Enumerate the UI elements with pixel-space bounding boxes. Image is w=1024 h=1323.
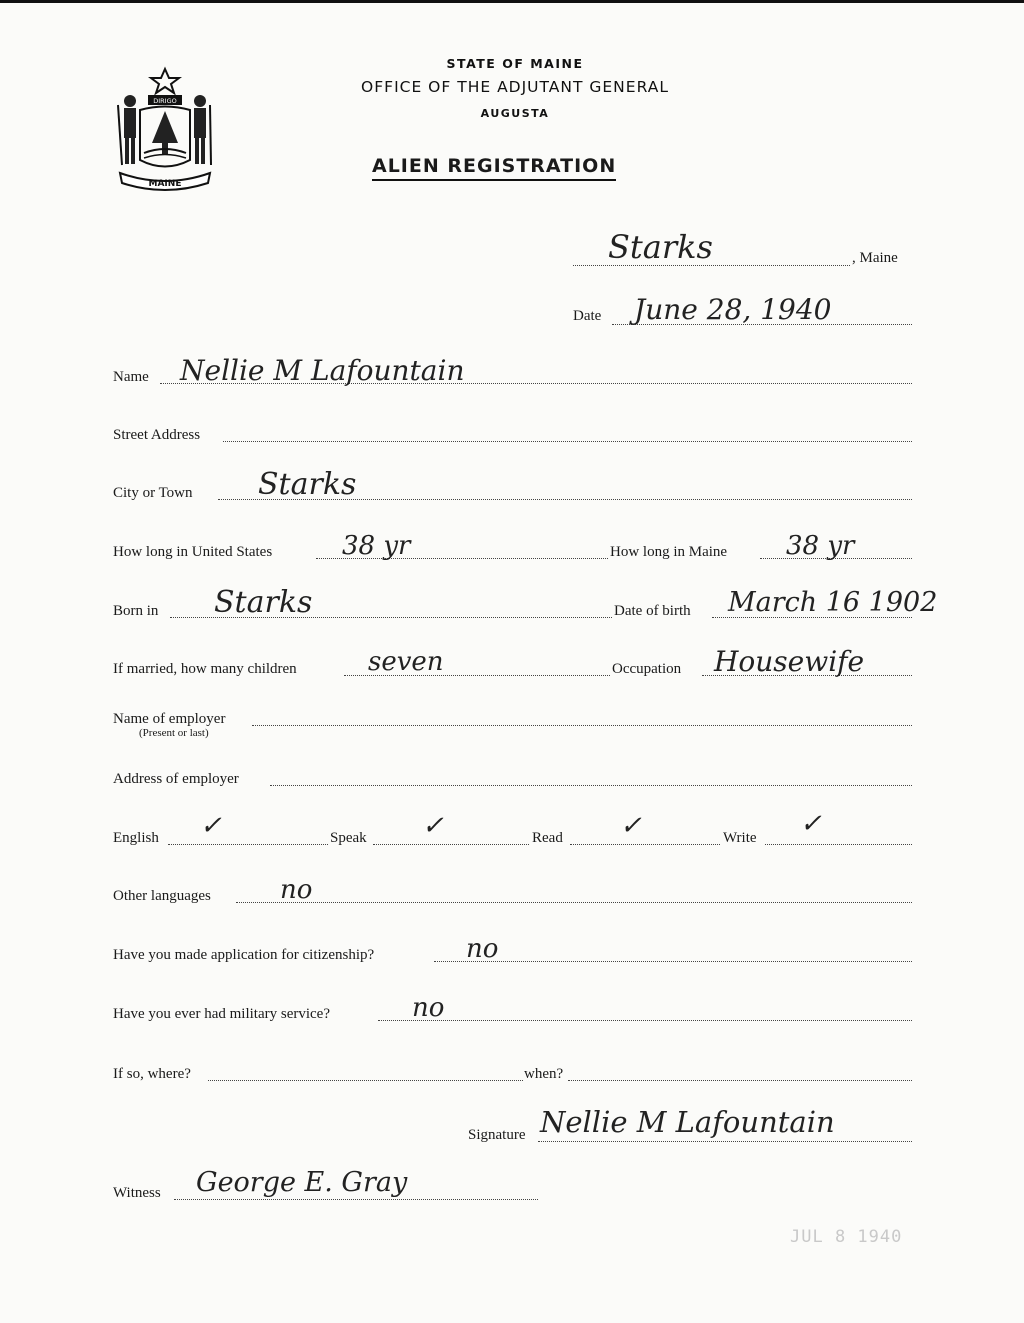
english-check: ✓ <box>200 811 222 841</box>
employer-sublabel: (Present or last) <box>139 727 209 739</box>
seal-scroll-text: MAINE <box>148 179 182 189</box>
witness-line <box>174 1199 538 1200</box>
signature-label: Signature <box>468 1127 526 1143</box>
employer-address-label: Address of employer <box>113 771 239 787</box>
name-value: Nellie M Lafountain <box>180 354 465 387</box>
how-long-us-label: How long in United States <box>113 544 273 560</box>
military-line <box>378 1020 912 1021</box>
citizenship-value: no <box>466 934 499 964</box>
when-label: when? <box>524 1066 564 1082</box>
citizenship-line <box>434 961 912 962</box>
witness-label: Witness <box>113 1185 161 1201</box>
other-languages-label: Other languages <box>113 888 211 904</box>
state-heading: STATE OF MAINE <box>446 56 584 71</box>
witness-value: George E. Gray <box>196 1167 408 1198</box>
speak-check: ✓ <box>422 811 444 841</box>
occupation-label: Occupation <box>612 661 682 677</box>
read-line <box>570 844 720 845</box>
employer-label: Name of employer <box>113 711 226 727</box>
read-label: Read <box>532 830 563 846</box>
children-value: seven <box>368 647 444 677</box>
other-languages-line <box>236 902 912 903</box>
citizenship-label: Have you made application for citizenship? <box>113 947 375 963</box>
received-date-stamp: JUL 8 1940 <box>790 1227 903 1247</box>
write-check: ✓ <box>800 809 822 839</box>
date-label: Date <box>573 308 602 324</box>
occupation-value: Housewife <box>714 645 865 678</box>
children-label: If married, how many children <box>113 661 297 677</box>
dob-label: Date of birth <box>614 603 691 619</box>
other-languages-value: no <box>280 875 313 905</box>
city-heading: AUGUSTA <box>480 107 550 120</box>
seal-banner-text: DIRIGO <box>153 97 177 105</box>
born-in-label: Born in <box>113 603 159 619</box>
maine-label: , Maine <box>852 250 898 266</box>
born-in-value: Starks <box>214 585 313 620</box>
english-label: English <box>113 830 159 846</box>
street-line <box>223 441 912 442</box>
read-check: ✓ <box>620 811 642 841</box>
military-value: no <box>412 993 445 1023</box>
where-label: If so, where? <box>113 1066 191 1082</box>
signature-value: Nellie M Lafountain <box>540 1105 835 1139</box>
maine-state-seal-icon <box>110 65 220 195</box>
dob-value: March 16 1902 <box>728 587 938 618</box>
military-label: Have you ever had military service? <box>113 1006 330 1022</box>
name-label: Name <box>113 369 149 385</box>
street-label: Street Address <box>113 427 201 443</box>
where-line <box>208 1080 523 1081</box>
speak-label: Speak <box>330 830 367 846</box>
english-line <box>168 844 328 845</box>
town-value: Starks <box>608 228 713 266</box>
employer-line <box>252 725 912 726</box>
city-label: City or Town <box>113 485 193 501</box>
speak-line <box>373 844 529 845</box>
how-long-us-value: 38 yr <box>342 531 411 561</box>
city-value: Starks <box>258 467 357 502</box>
date-value: June 28, 1940 <box>634 293 832 326</box>
how-long-maine-value: 38 yr <box>786 531 855 561</box>
how-long-maine-label: How long in Maine <box>610 544 728 560</box>
signature-line <box>538 1141 912 1142</box>
when-line <box>568 1080 912 1081</box>
form-title: ALIEN REGISTRATION <box>372 155 616 181</box>
write-label: Write <box>723 830 757 846</box>
employer-address-line <box>270 785 912 786</box>
office-heading: OFFICE OF THE ADJUTANT GENERAL <box>361 78 669 96</box>
write-line <box>765 844 912 845</box>
